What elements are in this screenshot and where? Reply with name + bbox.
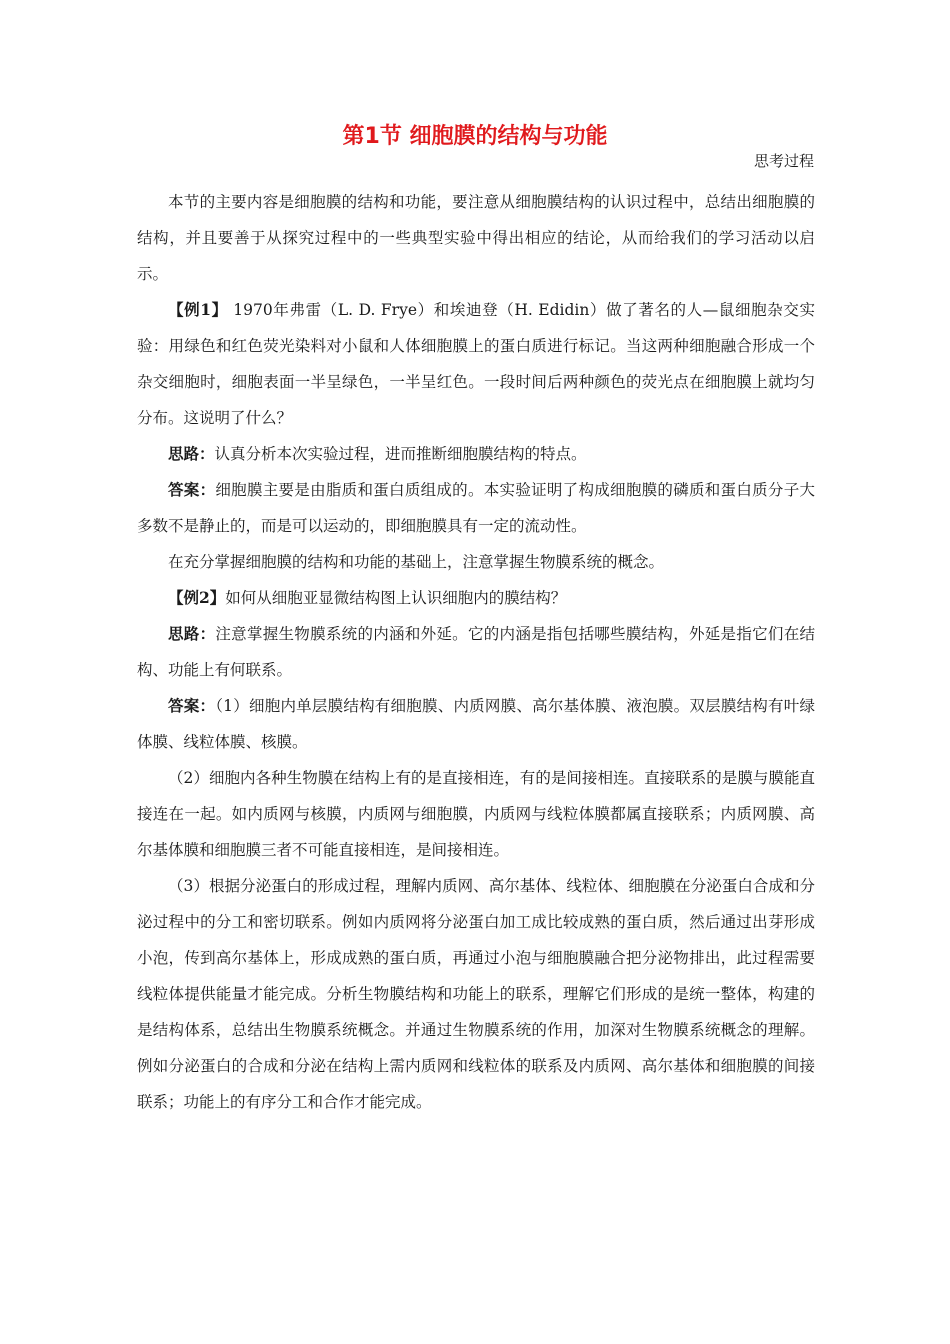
transition-paragraph: 在充分掌握细胞膜的结构和功能的基础上，注意掌握生物膜系统的概念。 [168,553,665,571]
example-2-idea [137,616,815,688]
example-2-idea-text: 注意掌握生物膜系统的内涵和外延。它的内涵是指包括哪些膜结构，外延是指它们在结构、功能上有何联系。 [137,625,815,679]
example-1-answer-label: 答案： [168,480,216,499]
page-subtitle: 思考过程 [753,152,814,170]
example-2-answer-2: （2）细胞内各种生物膜在结构上有的是直接相连，有的是间接相连。直接联系的是膜与膜能直接连在一起。如内质网与核膜，内质网与细胞膜，内质网与线粒体膜都属直接联系；内质网膜、高尔基体膜和细胞膜三者不可能直接相连，是间接相连。 [137,769,815,859]
document-body [137,184,815,1120]
example-1-answer-text: 细胞膜主要是由脂质和蛋白质组成的。本实验证明了构成细胞膜的磷质和蛋白质分子大多数不是静止的，而是可以运动的，即细胞膜具有一定的流动性。 [137,481,815,535]
example-1-idea-label: 思路： [168,444,215,463]
example-2-answer-3: （3）根据分泌蛋白的形成过程，理解内质网、高尔基体、线粒体、细胞膜在分泌蛋白合成和分泌过程中的分工和密切联系。例如内质网将分泌蛋白加工成比较成熟的蛋白质，然后通过出芽形成小泡，传到高尔基体上，形成成熟的蛋白质，再通过小泡与细胞膜融合把分泌物排出，此过程需要线粒体提供能量才能完成。分析生物膜结构和功能上的联系，理解它们形成的是统一整体，构建的是结构体系，总结出生物膜系统概念。并通过生物膜系统的作用，加深对生物膜系统概念的理解。例如分泌蛋白的合成和分泌在结构上需内质网和线粒体的联系及内质网、高尔基体和细胞膜的间接联系；功能上的有序分工和合作才能完成。 [137,877,815,1111]
example-2-answer-1-text: （1）细胞内单层膜结构有细胞膜、内质网膜、高尔基体膜、液泡膜。双层膜结构有叶绿体膜、线粒体膜、核膜。 [137,697,815,751]
example-2-text: 如何从细胞亚显微结构图上认识细胞内的膜结构？ [225,589,567,607]
example-1-label: 【例1】 [168,300,228,319]
example-1-text: 1970年弗雷（L. D. Frye）和埃迪登（H. Edidin）做了著名的人—鼠细胞杂交实验：用绿色和红色荧光染料对小鼠和人体细胞膜上的蛋白质进行标记。当这两种细胞融合形成一个杂交细胞时，细胞表面一半呈绿色，一半呈红色。一段时间后两种颜色的荧光点在细胞膜上就均匀分布。这说明了什么？ [137,301,815,427]
example-2-paragraph [137,580,815,616]
example-2-idea-label: 思路： [168,624,216,643]
example-2-label: 【例2】 [168,588,226,607]
example-1-idea [137,436,815,472]
intro-paragraph: 本节的主要内容是细胞膜的结构和功能，要注意从细胞膜结构的认识过程中，总结出细胞膜的结构，并且要善于从探究过程中的一些典型实验中得出相应的结论，从而给我们的学习活动以启示。 [137,193,815,283]
example-2-answer-1 [137,688,815,760]
example-1-paragraph [137,292,815,436]
example-1-idea-text: 认真分析本次实验过程，进而推断细胞膜结构的特点。 [214,445,587,463]
example-2-answer-label: 答案： [168,696,216,715]
page-title: 第1节 细胞膜的结构与功能 [342,124,608,149]
example-1-answer [137,472,815,544]
